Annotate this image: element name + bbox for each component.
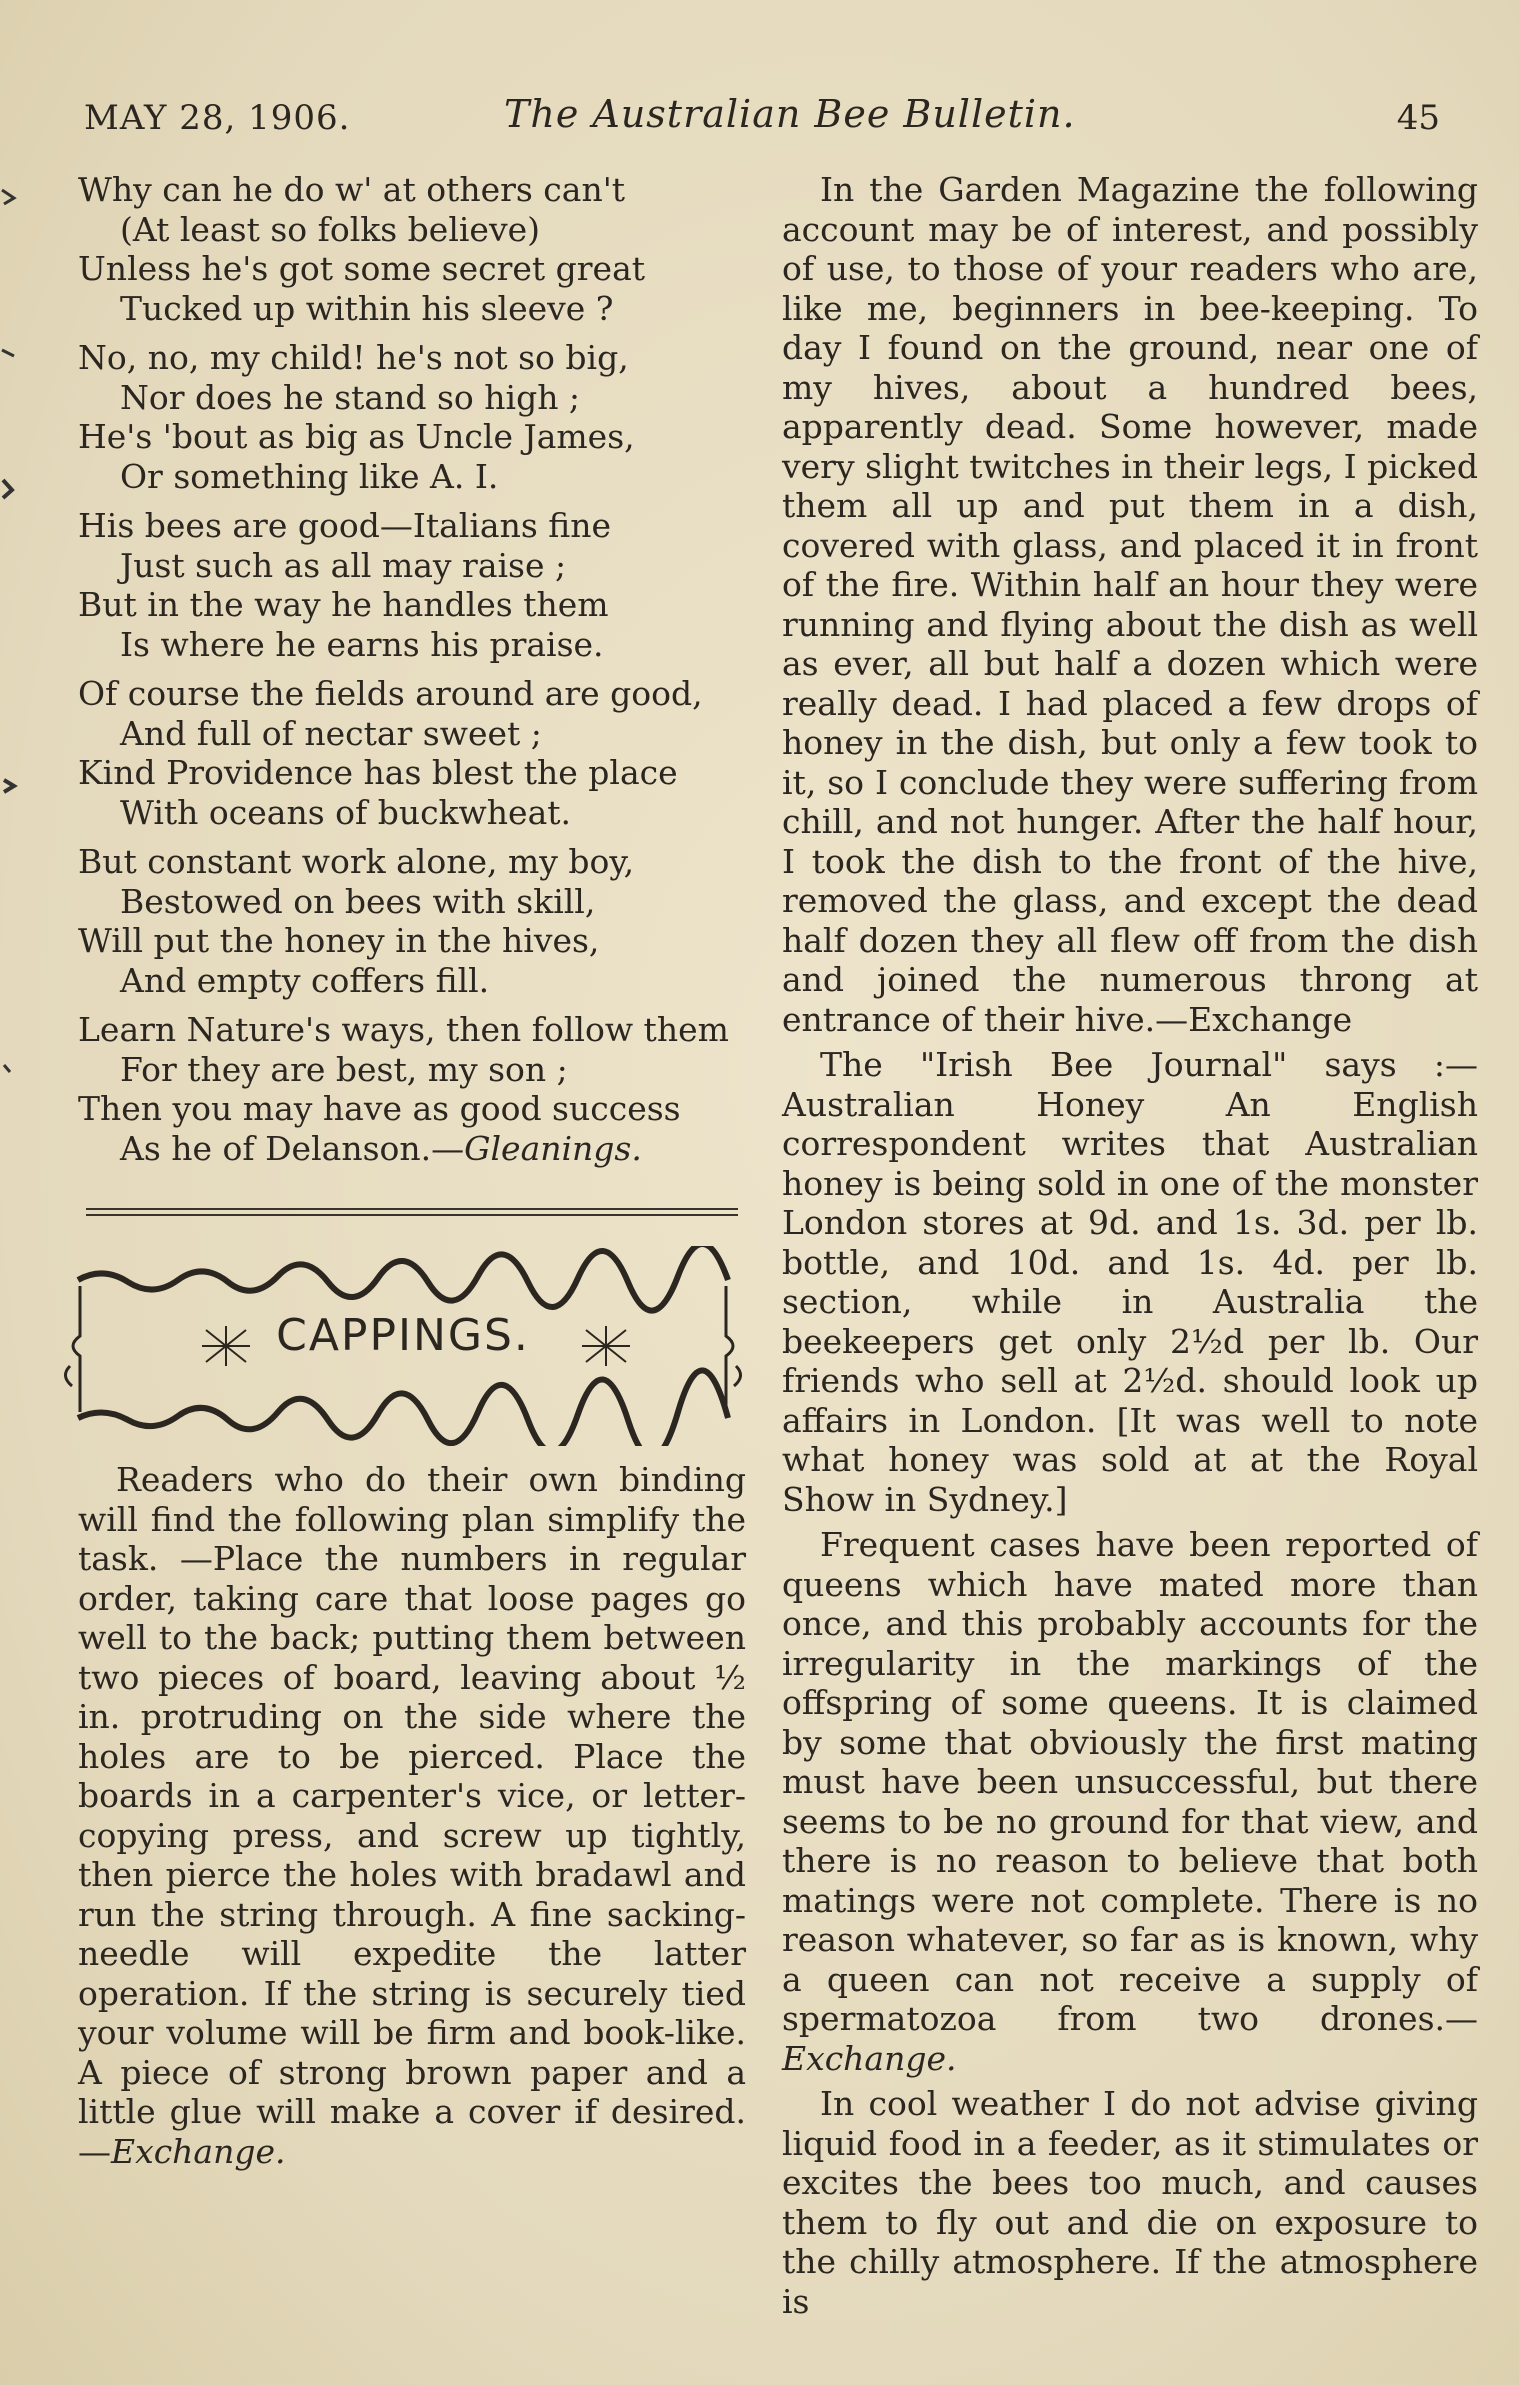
cappings-source: Exchange. xyxy=(111,2131,286,2171)
queen-mating-paragraph: Frequent cases have been reported of queens which have mated more than once, and this probably accounts for the irregularity in the markings of the offspring of some queens. It is claimed by some that obviously the first mating must have been unsuccessful, but there seems to be no ground for that view, and there is no reason to believe that both matings were not complete. There is no reason whatever, so far as is known, why a queen can not receive a supply of spermatozoa from two drones.—Exchange. xyxy=(782,1525,1478,2078)
poem-line: But constant work alone, my boy, xyxy=(78,842,635,881)
poem-line: No, no, my child! he's not so big, xyxy=(78,338,629,377)
poem-line: For they are best, my son ; xyxy=(120,1049,568,1089)
poem-line: Then you may have as good success xyxy=(78,1089,681,1128)
poem-line: Tucked up within his sleeve ? xyxy=(120,288,614,328)
irish-bee-journal-paragraph: The "Irish Bee Journal" says :—Australian Honey An English correspondent writes that Australian honey is being sold in one of the monster London stores at 9d. and 1s. 3d. per lb. bottle, and 10d. and 1s. 4d. per lb. section, while in Australia the beekeepers get only 2½d per lb. Our friends who sell at 2½d. should look up affairs in London. [It was well to note what honey was sold at at the Royal Show in Sydney.] xyxy=(782,1045,1478,1519)
poem-line: Is where he earns his praise. xyxy=(120,624,604,664)
poem-line: Why can he do w' at others can't xyxy=(78,170,626,209)
poem-line: But in the way he handles them xyxy=(78,585,609,624)
poem-line: And full of nectar sweet ; xyxy=(120,713,542,753)
cappings-paragraph: Readers who do their own binding will find the following plan simplify the task. —Place the numbers in regular order, taking care that loose pages go well to the back; putting them between two pieces of board, leaving about ½ in. protruding on the side where the holes are to be pierced. Place the boards in a carpenter's vice, or letter-copying press, and screw up tightly, then pierce the holes with bradawl and run the string through. A fine sacking-needle will expedite the latter operation. If the string is securely tied your volume will be firm and book-like. A piece of strong brown paper and a little glue will make a cover if desired.—Exchange. xyxy=(78,1460,746,2171)
garden-magazine-paragraph: In the Garden Magazine the following account may be of interest, and possibly of use, to those of your readers who are, like me, beginners in bee-keeping. To day I found on the ground, near one of my hives, about a hundred bees, apparently dead. Some however, made very slight twitches in their legs, I picked them all up and put them in a dish, covered with glass, and placed it in front of the fire. Within half an hour they were running and flying about the dish as well as ever, all but half a dozen which were really dead. I had placed a few drops of honey in the dish, but only a few took to it, so I conclude they were suffering from chill, and not hunger. After the half hour, I took the dish to the front of the hive, removed the glass, and except the dead half dozen they all flew off from the dish and joined the numerous throng at entrance of their hive.—Exchange xyxy=(782,170,1478,1039)
binding-marks xyxy=(0,180,20,1080)
poem-line: And empty coffers fill. xyxy=(120,960,490,1000)
cappings-banner xyxy=(58,1246,748,1446)
poem-line: As he of Delanson.—Gleanings. xyxy=(120,1128,642,1168)
page-number: 45 xyxy=(1396,98,1440,138)
poem-line: He's 'bout as big as Uncle James, xyxy=(78,417,635,456)
section-rule xyxy=(86,1208,738,1216)
cappings-heading: CAPPINGS. xyxy=(276,1310,530,1361)
cool-weather-paragraph: In cool weather I do not advise giving liquid food in a feeder, as it stimulates or excites the bees too much, and causes them to fly out and die on exposure to the chilly atmosphere. If the atmosphere is xyxy=(782,2084,1478,2321)
poem-source: Gleanings. xyxy=(464,1128,642,1168)
poem-stanza xyxy=(78,338,746,496)
poem-line: Or something like A. I. xyxy=(120,456,499,496)
poem-line: Of course the fields around are good, xyxy=(78,674,703,713)
poem-stanza xyxy=(78,842,746,1000)
journal-title: The Australian Bee Bulletin. xyxy=(504,92,1076,136)
poem-line: Kind Providence has blest the place xyxy=(78,753,678,792)
poem-line: Just such as all may raise ; xyxy=(120,545,567,585)
poem-line: Nor does he stand so high ; xyxy=(120,377,581,417)
poem-line: Bestowed on bees with skill, xyxy=(120,881,596,921)
poem-stanza xyxy=(78,1010,746,1168)
poem-stanza xyxy=(78,674,746,832)
right-column xyxy=(782,170,1478,2327)
poem-line: Unless he's got some secret great xyxy=(78,249,646,288)
poem-stanza xyxy=(78,506,746,664)
page-header xyxy=(84,92,1450,148)
poem-line: Will put the honey in the hives, xyxy=(78,921,600,960)
left-column xyxy=(78,170,746,2177)
issue-date: MAY 28, 1906. xyxy=(84,98,351,138)
poem-line: (At least so folks believe) xyxy=(120,209,541,249)
poem-line: Learn Nature's ways, then follow them xyxy=(78,1010,729,1049)
queen-mating-source: Exchange. xyxy=(782,2038,957,2078)
poem-line: With oceans of buckwheat. xyxy=(120,792,572,832)
poem xyxy=(78,170,746,1168)
poem-stanza xyxy=(78,170,746,328)
poem-line: His bees are good—Italians fine xyxy=(78,506,612,545)
